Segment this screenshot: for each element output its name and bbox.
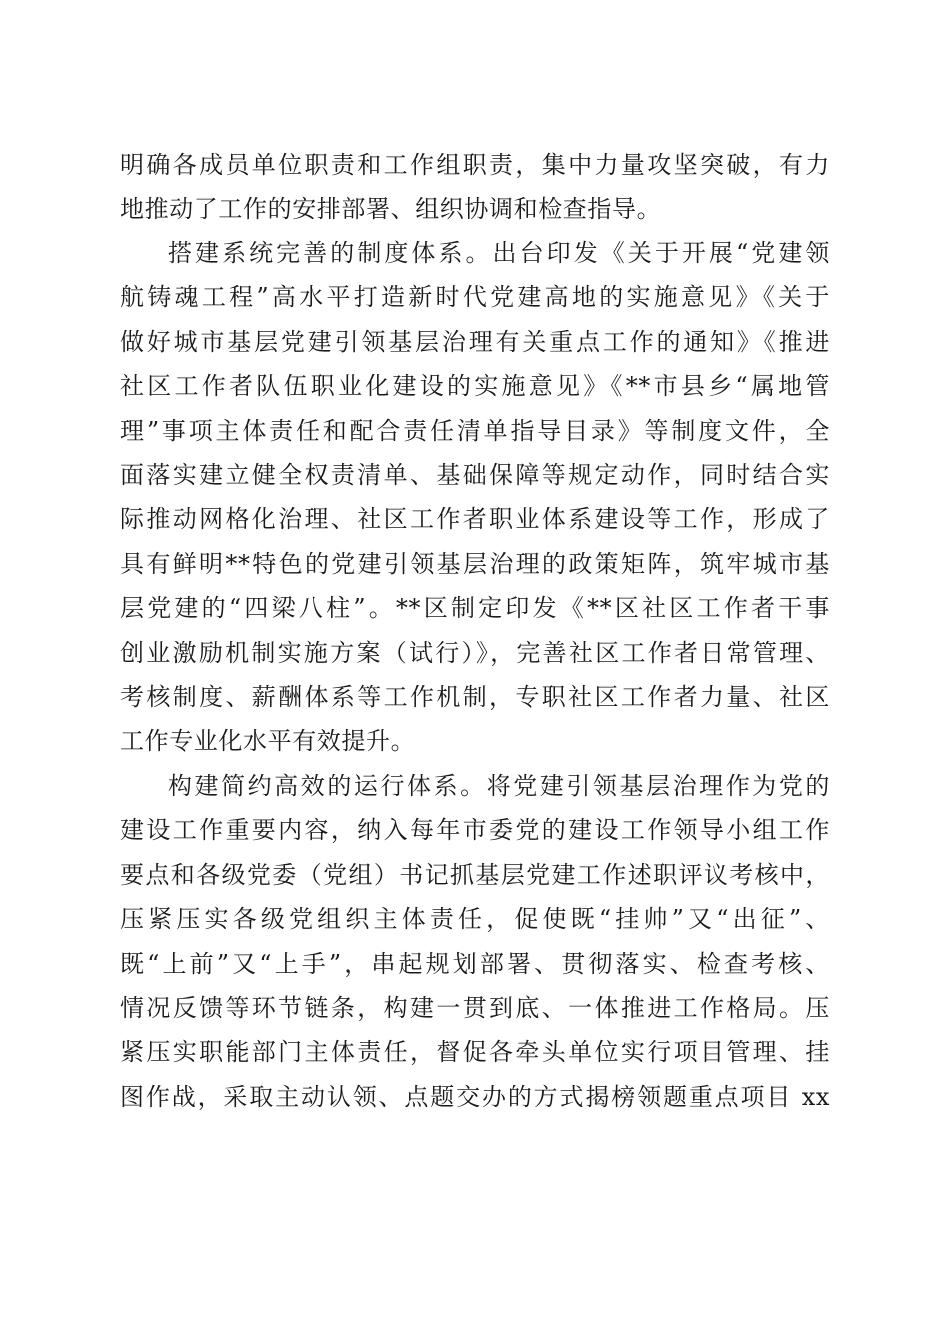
text-line: 明确各成员单位职责和工作组职责，集中力量攻坚突破，有力	[120, 151, 830, 179]
paragraph-start-line: 构建简约高效的运行体系。将党建引领基层治理作为党的	[168, 772, 830, 800]
text-line: 具有鲜明**特色的党建引领基层治理的政策矩阵，筑牢城市基	[120, 550, 830, 578]
text-line: 紧压实职能部门主体责任，督促各牵头单位实行项目管理、挂	[120, 1038, 830, 1066]
text-line: 工作专业化水平有效提升。	[120, 727, 416, 755]
text-line: 社区工作者队伍职业化建设的实施意见》《**市县乡“属地管	[120, 372, 830, 400]
text-line: 做好城市基层党建引领基层治理有关重点工作的通知》《推进	[120, 328, 830, 356]
text-line: 航铸魂工程”高水平打造新时代党建高地的实施意见》《关于	[120, 283, 830, 311]
paragraph-start-line: 搭建系统完善的制度体系。出台印发《关于开展“党建领	[168, 239, 830, 267]
text-line: 图作战，采取主动认领、点题交办的方式揭榜领题重点项目 xx	[120, 1083, 830, 1111]
text-line: 层党建的“四梁八柱”。**区制定印发《**区社区工作者干事	[120, 594, 830, 622]
text-line: 既“上前”又“上手”，串起规划部署、贯彻落实、检查考核、	[120, 950, 830, 978]
text-line: 建设工作重要内容，纳入每年市委党的建设工作领导小组工作	[120, 816, 830, 844]
text-line: 情况反馈等环节链条，构建一贯到底、一体推进工作格局。压	[120, 994, 830, 1022]
text-line: 地推动了工作的安排部署、组织协调和检查指导。	[120, 195, 662, 223]
text-line: 理”事项主体责任和配合责任清单指导目录》等制度文件，全	[120, 417, 830, 445]
text-line: 创业激励机制实施方案（试行）》，完善社区工作者日常管理、	[120, 639, 830, 667]
text-line: 际推动网格化治理、社区工作者职业体系建设等工作，形成了	[120, 505, 830, 533]
text-line: 要点和各级党委（党组）书记抓基层党建工作述职评议考核中，	[120, 861, 830, 889]
text-line: 考核制度、薪酬体系等工作机制，专职社区工作者力量、社区	[120, 683, 830, 711]
text-line: 面落实建立健全权责清单、基础保障等规定动作，同时结合实	[120, 461, 830, 489]
text-line: 压紧压实各级党组织主体责任，促使既“挂帅”又“出征”、	[120, 905, 830, 933]
